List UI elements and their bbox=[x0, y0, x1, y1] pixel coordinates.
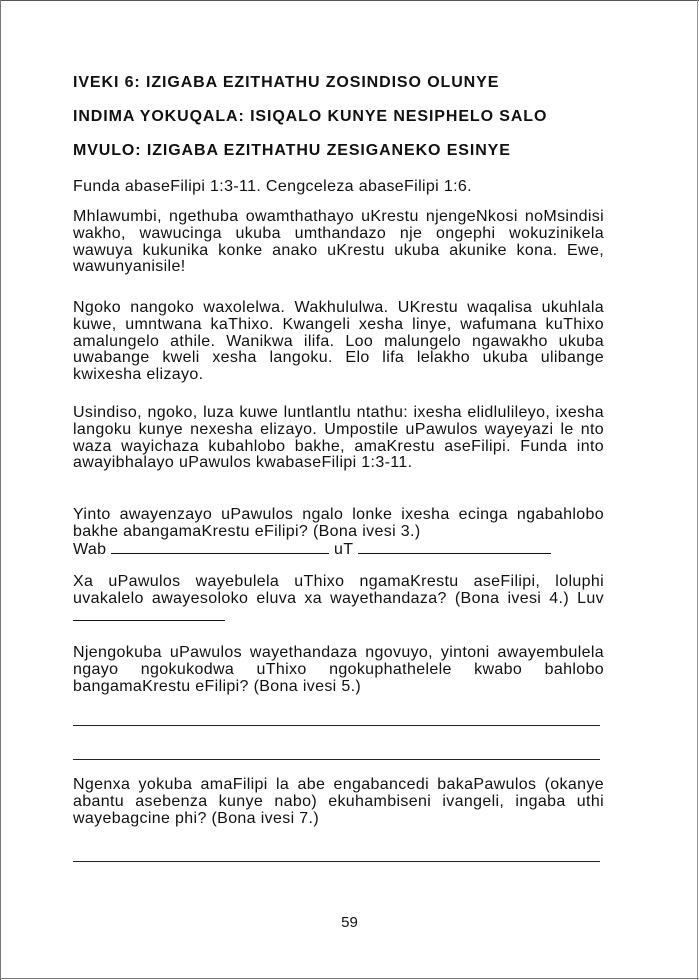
answer-blank-b[interactable] bbox=[358, 541, 551, 554]
week-heading: IVEKI 6: IZIGABA EZITHATHU ZOSINDISO OLUNYE bbox=[73, 74, 500, 91]
scan-edge-bottom bbox=[0, 978, 699, 979]
answer-prefix-b: uT bbox=[333, 540, 354, 558]
paragraph: Ngoko nangoko waxolelwa. Wakhululwa. UKrestu waqalisa ukuhlala kuwe, umntwana kaThixo. Kwangeli xesha linye, wafumana kuThixo amalungelo athile. Wanikwa ilifa. Loo malungelo ngawakho ukuba uwabange kweli xesha langoku. Elo lifa lelakho ukuba ulibange kwixesha elizayo. bbox=[73, 299, 604, 384]
question-4-text: Ngenxa yokuba amaFilipi la abe engabancedi bakaPawulos (okanye abantu asebenza kunye nabo) ekuhambiseni ivangeli, ingaba uthi wayebagcine phi? (Bona ivesi 7.) bbox=[73, 776, 604, 827]
answer-line[interactable] bbox=[73, 759, 600, 760]
question-1-text: Yinto awayenzayo uPawulos ngalo lonke ixesha ecinga ngabahlobo bakhe abangamaKrestu eFilipi? (Bona ivesi 3.) bbox=[73, 506, 604, 540]
question-2-text: Xa uPawulos wayebulela uThixo ngamaKrestu aseFilipi, loluphi uvakalelo awayesoloko eluva xa wayethandaza? (Bona ivesi 4.) bbox=[73, 573, 604, 607]
scan-edge-right bbox=[697, 0, 698, 980]
section-heading: INDIMA YOKUQALA: ISIQALO KUNYE NESIPHELO SALO bbox=[73, 108, 548, 125]
answer-prefix: Luv bbox=[577, 589, 605, 607]
day-heading: MVULO: IZIGABA EZITHATHU ZESIGANEKO ESINYE bbox=[73, 142, 511, 159]
answer-blank[interactable] bbox=[73, 608, 225, 621]
reading-instruction: Funda abaseFilipi 1:3-11. Cengceleza abaseFilipi 1:6. bbox=[73, 178, 472, 195]
answer-line[interactable] bbox=[73, 725, 600, 726]
question-1 bbox=[73, 507, 604, 558]
question-2 bbox=[73, 574, 604, 625]
scan-edge-left bbox=[0, 0, 1, 980]
page-number: 59 bbox=[341, 914, 358, 931]
scan-edge-top bbox=[0, 0, 699, 1]
answer-blank-a[interactable] bbox=[111, 541, 329, 554]
paragraph: Usindiso, ngoko, luza kuwe luntlantlu ntathu: ixesha elidlulileyo, ixesha langoku kunye nexesha elizayo. Umpostile uPawulos wayeyazi le nto waza wayichaza kubahlobo bakhe, amaKrestu aseFilipi. Funda into awayibhalayo uPawulos kwabaseFilipi 1:3-11. bbox=[73, 404, 604, 472]
paragraph: Mhlawumbi, ngethuba owamthathayo uKrestu njengeNkosi noMsindisi wakho, wawucinga ukuba umthandazo nje ongephi wokuzinikela wawuya kukunika konke anako uKrestu ukuba akunike kona. Ewe, wawunyanisile! bbox=[73, 208, 604, 276]
question-3-text: Njengokuba uPawulos wayethandaza ngovuyo, yintoni awayembulela ngayo ngokukodwa uThixo ngokuphathelele kwabo bahlobo bangamaKrestu eFilipi? (Bona ivesi 5.) bbox=[73, 644, 604, 695]
answer-prefix-a: Wab bbox=[73, 540, 107, 558]
answer-line[interactable] bbox=[73, 861, 600, 862]
